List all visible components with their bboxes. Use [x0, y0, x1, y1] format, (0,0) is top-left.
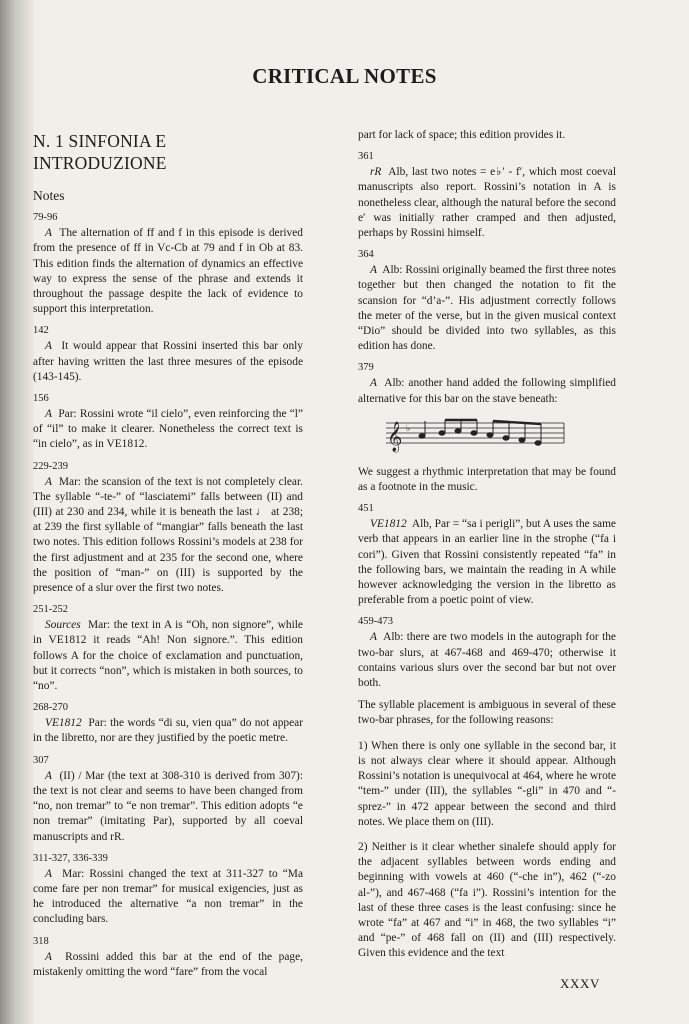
note-body: (II) / Mar (the text at 308-310 is derived from 307): the text is not clear and seems to have been changed from “no, non tremar” to “e non tremar”. This edition adopts “e non tremar” (imitating Par), supported by all coeval manuscripts and rR. — [33, 769, 303, 843]
note — [33, 701, 303, 746]
note-body: Alb: another hand added the following simplified alternative for this bar on the stave beneath: — [358, 377, 616, 405]
note-source: A — [45, 769, 52, 782]
note-text — [33, 475, 303, 597]
note-ref: 251-252 — [33, 604, 68, 616]
note-source: VE1812 — [45, 717, 82, 730]
note-text — [33, 339, 303, 385]
note-source: A — [370, 377, 377, 390]
binding-shadow — [0, 0, 34, 1024]
note-body: Rossini added this bar at the end of the page, mistakenly omitting the word “fare” from the vocal — [33, 950, 303, 978]
note-source: A — [45, 867, 52, 880]
note-ref: 229-239 — [33, 460, 68, 472]
note-text — [358, 376, 616, 406]
right-column — [358, 128, 616, 972]
music-staff-svg — [386, 415, 566, 455]
note-ref: 268-270 — [33, 702, 68, 714]
note-body: Alb: Rossini originally beamed the first three notes together but then changed the notation to fit the scansion for “d’a-”. His adjustment correctly follows the meter of the verse, but in the given musical context “Dio” should be divided into two syllables, as this edition has done. — [358, 264, 616, 353]
note-source: rR — [370, 166, 382, 179]
note-source: A — [370, 631, 377, 644]
note — [33, 460, 303, 597]
note-source: A — [45, 408, 52, 421]
note — [33, 852, 303, 928]
note — [33, 324, 303, 385]
note — [33, 935, 303, 980]
note-text — [358, 165, 616, 241]
note-text — [33, 769, 303, 845]
section-title: N. 1 SINFONIA E INTRODUZIONE — [33, 131, 167, 173]
svg-text:𝄞: 𝄞 — [387, 421, 403, 452]
note-source: VE1812 — [370, 518, 407, 531]
note-ref: 307 — [33, 754, 49, 766]
page-number: XXXV — [560, 976, 600, 991]
note — [33, 754, 303, 845]
note-body: Mar: Rossini changed the text at 311-327 to “Ma come fare per non tremar” for musical exigencies, just as he introduced the alternative “a non tremar” in the concluding bars. — [33, 867, 303, 926]
body-paragraph: The syllable placement is ambiguous in several of these two-bar phrases, for the following reasons: — [358, 699, 616, 727]
note-text — [33, 407, 303, 453]
after-example-text: We suggest a rhythmic interpretation that may be found as a footnote in the music. — [358, 465, 616, 494]
note-ref: 364 — [358, 249, 374, 261]
continued-text: part for lack of space; this edition provides it. — [358, 129, 566, 141]
note-source: A — [45, 475, 52, 488]
note-ref: 311-327, 336-339 — [33, 852, 108, 864]
note-text — [33, 618, 303, 694]
note — [358, 248, 616, 354]
note-ref: 451 — [358, 503, 374, 515]
note-text — [358, 630, 616, 691]
note-text — [33, 867, 303, 928]
note-body: Par: the words “di su, vien qua” do not appear in the libretto, nor are they justified by the poetic metre. — [33, 717, 303, 745]
note-body: Alb, last two notes = e♭′ - f′, which most coeval manuscripts also report. Rossini’s notation in A is nonetheless clear, although the natural before the second e′ was initially rather cramped and then adjusted, perhaps by Rossini himself. — [358, 166, 616, 240]
note-source: A — [45, 227, 52, 240]
note — [358, 361, 616, 406]
note-ref: 79-96 — [33, 212, 58, 224]
note-text — [33, 226, 303, 317]
music-staff-example-icon — [386, 415, 566, 455]
body-paragraph: 2) Neither is it clear whether sinalefe should apply for the adjacent syllables between words ending and beginning with vowels at 460 (“-che in”), 462 (“-zo al-”), and 467-468 (“fa i”). Rossini’s intention for the last of these three cases is the least confusing: since he wrote “fa” at 467 and “i” in 468, the two syllables “i” and “pe-” of 468 fall on (II) and (III) respectively. Given this evidence and the text — [358, 840, 616, 960]
note-source: A — [370, 264, 377, 277]
note-body: It would appear that Rossini inserted this bar only after having written the last three mesures of the episode (143-145). — [33, 340, 304, 383]
note-body: The alternation of ff and f in this episode is derived from the presence of ff in Vc-Cb at 79 and f in Ob at 83. This edition finds the alternation of dynamics an effective way to express the sense of the phrase and extends it throughout the passage despite the lack of evidence to support this interpretation. — [33, 227, 303, 316]
note-source: A — [45, 340, 52, 353]
body-paragraph: 1) When there is only one syllable in the second bar, it is not always clear where it should appear. Although Rossini’s notation is unequivocal at 464, where he wrote “tem-” under (III), the syllables “-gli” in 470 and “-sprez-” in 472 appear between the second and third notes. We place them on (III). — [358, 739, 616, 828]
note-body: Mar: the scansion of the text is not completely clear. The syllable “-te-” of “lasciatemi” falls between (II) and (III) at 230 and 234, while it is beneath the last ♩ at 238; at 239 the first syllable of “mangiar” falls beneath the last two notes. This edition follows Rossini’s models at 238 for the first adjustment and at 235 for the second one, where the position of “man-” on (III) is supported by the presence of a slur over the first two notes. — [33, 475, 303, 595]
note-ref: 142 — [33, 325, 49, 337]
notes-label: Notes — [33, 188, 65, 203]
note-ref: 459-473 — [358, 616, 393, 628]
left-column — [33, 128, 303, 987]
note-text — [358, 517, 616, 608]
note-source: Sources — [45, 619, 81, 632]
note — [358, 502, 616, 608]
note — [33, 392, 303, 453]
note-body: Mar: the text in A is “Oh, non signore”, while in VE1812 it reads “Ah! Non signore.”. This edition follows A for the choice of exclamation and punctuation, but it corrects “non”, which is mistaken in both sources, to “no”. — [33, 619, 303, 693]
note-body: Par: Rossini wrote “il cielo”, even reinforcing the “l” of “il” to make it clearer. Nonetheless the correct text is “in cielo”, as in VE1812. — [33, 408, 303, 451]
note-ref: 318 — [33, 935, 49, 947]
page-title: CRITICAL NOTES — [252, 64, 437, 88]
note-text — [33, 950, 303, 980]
note — [33, 603, 303, 694]
note-body: Alb: there are two models in the autograph for the two-bar slurs, at 467-468 and 469-470; otherwise it contains various slurs over the second bar but not over both. — [358, 631, 616, 690]
note-text — [33, 716, 303, 746]
note-ref: 379 — [358, 362, 374, 374]
note — [33, 211, 303, 317]
note — [358, 615, 616, 691]
svg-text:♭: ♭ — [406, 423, 411, 434]
note-source: A — [45, 950, 52, 963]
note-text — [358, 263, 616, 354]
note-body: Alb, Par = “sa i perigli”, but A uses the same verb that appears in an earlier line in the strophe (“fa i cori”). Given that Rossini consistently repeated “fa” in the following bars, we maintain the reading in A while however acknowledging the version in the libretto as preferable from a poetic point of view. — [358, 518, 616, 607]
note-ref: 156 — [33, 393, 49, 405]
note — [358, 150, 616, 241]
note-ref: 361 — [358, 151, 374, 163]
